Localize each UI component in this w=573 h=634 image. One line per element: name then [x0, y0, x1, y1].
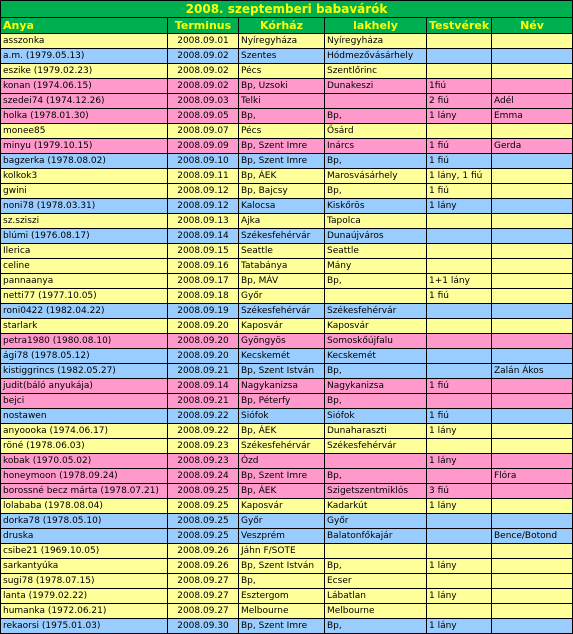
cell-anya: kistiggrincs (1982.05.27) — [1, 364, 168, 379]
header-nev: Név — [492, 18, 573, 34]
cell-terminus: 2008.09.05 — [168, 109, 239, 124]
cell-terminus: 2008.09.15 — [168, 244, 239, 259]
cell-testverek: 3 fiú — [427, 484, 492, 499]
cell-terminus: 2008.09.09 — [168, 139, 239, 154]
table-row — [1, 274, 573, 289]
table-row — [1, 589, 573, 604]
cell-nev — [492, 229, 573, 244]
cell-anya: petra1980 (1980.08.10) — [1, 334, 168, 349]
cell-nev — [492, 454, 573, 469]
table-row — [1, 304, 573, 319]
cell-testverek — [427, 244, 492, 259]
cell-terminus: 2008.09.22 — [168, 424, 239, 439]
sheet-title: 2008. szeptemberi babavárók — [1, 1, 573, 18]
cell-anya: celine — [1, 259, 168, 274]
cell-testverek — [427, 469, 492, 484]
cell-anya: bejci — [1, 394, 168, 409]
cell-nev — [492, 484, 573, 499]
cell-anya: rekaorsi (1975.01.03) — [1, 619, 168, 634]
cell-korhaz: Bp, MÁV — [239, 274, 325, 289]
table-row — [1, 469, 573, 484]
cell-lakhely: Kadarkút — [325, 499, 427, 514]
cell-terminus: 2008.09.02 — [168, 64, 239, 79]
table-row — [1, 574, 573, 589]
cell-korhaz: Kecskemét — [239, 349, 325, 364]
table-row — [1, 364, 573, 379]
cell-korhaz: Ózd — [239, 454, 325, 469]
cell-terminus: 2008.09.25 — [168, 529, 239, 544]
cell-terminus: 2008.09.16 — [168, 259, 239, 274]
cell-lakhely: Bp, — [325, 184, 427, 199]
cell-nev: Emma — [492, 109, 573, 124]
cell-nev — [492, 214, 573, 229]
cell-testverek: 1 lány, 1 fiú — [427, 169, 492, 184]
cell-testverek: 1 lány — [427, 424, 492, 439]
cell-nev — [492, 424, 573, 439]
cell-terminus: 2008.09.03 — [168, 94, 239, 109]
cell-testverek: 1 lány — [427, 454, 492, 469]
header-testverek: Testvérek — [427, 18, 492, 34]
cell-lakhely: Bp, — [325, 394, 427, 409]
table-row — [1, 139, 573, 154]
table-row — [1, 289, 573, 304]
cell-lakhely: Dunaharaszti — [325, 424, 427, 439]
cell-terminus: 2008.09.07 — [168, 124, 239, 139]
table-row — [1, 184, 573, 199]
cell-lakhely — [325, 544, 427, 559]
cell-lakhely — [325, 94, 427, 109]
cell-anya: humanka (1972.06.21) — [1, 604, 168, 619]
cell-lakhely — [325, 454, 427, 469]
header-korhaz: Kórház — [239, 18, 325, 34]
cell-korhaz: Székesfehérvár — [239, 439, 325, 454]
cell-testverek — [427, 349, 492, 364]
cell-lakhely — [325, 289, 427, 304]
cell-terminus: 2008.09.11 — [168, 169, 239, 184]
cell-korhaz: Bp, Péterfy — [239, 394, 325, 409]
cell-lakhely: Kiskőrös — [325, 199, 427, 214]
cell-korhaz: Seattle — [239, 244, 325, 259]
cell-anya: blúmi (1976.08.17) — [1, 229, 168, 244]
cell-testverek: 1fiú — [427, 79, 492, 94]
cell-anya: honeymoon (1978.09.24) — [1, 469, 168, 484]
cell-korhaz: Bp, ÁEK — [239, 484, 325, 499]
cell-lakhely: Székesfehérvár — [325, 304, 427, 319]
cell-anya: anyoooka (1974.06.17) — [1, 424, 168, 439]
cell-anya: lolababa (1978.08.04) — [1, 499, 168, 514]
table-row — [1, 259, 573, 274]
cell-anya: lanta (1979.02.22) — [1, 589, 168, 604]
cell-korhaz: Bp, Szent István — [239, 559, 325, 574]
cell-korhaz: Veszprém — [239, 529, 325, 544]
cell-terminus: 2008.09.20 — [168, 319, 239, 334]
cell-terminus: 2008.09.23 — [168, 439, 239, 454]
cell-testverek — [427, 229, 492, 244]
table-row — [1, 544, 573, 559]
cell-anya: starlark — [1, 319, 168, 334]
cell-korhaz: Nagykanizsa — [239, 379, 325, 394]
cell-nev — [492, 64, 573, 79]
cell-nev — [492, 349, 573, 364]
cell-nev — [492, 589, 573, 604]
cell-korhaz: Székesfehérvár — [239, 229, 325, 244]
cell-terminus: 2008.09.26 — [168, 544, 239, 559]
cell-testverek: 1 fiú — [427, 379, 492, 394]
cell-nev — [492, 199, 573, 214]
cell-korhaz: Esztergom — [239, 589, 325, 604]
cell-korhaz: Siófok — [239, 409, 325, 424]
cell-nev — [492, 259, 573, 274]
table-row — [1, 409, 573, 424]
table-row — [1, 379, 573, 394]
header-anya: Anya — [1, 18, 168, 34]
cell-korhaz: Bp, Szent István — [239, 364, 325, 379]
cell-testverek: 1 fiú — [427, 154, 492, 169]
cell-nev — [492, 439, 573, 454]
table-row — [1, 439, 573, 454]
cell-lakhely: Dunakeszi — [325, 79, 427, 94]
cell-terminus: 2008.09.12 — [168, 184, 239, 199]
cell-testverek: 1 lány — [427, 199, 492, 214]
cell-nev — [492, 304, 573, 319]
table-row — [1, 109, 573, 124]
cell-testverek — [427, 124, 492, 139]
cell-terminus: 2008.09.30 — [168, 619, 239, 634]
table-row — [1, 124, 573, 139]
cell-korhaz: Győr — [239, 514, 325, 529]
cell-terminus: 2008.09.24 — [168, 469, 239, 484]
cell-terminus: 2008.09.22 — [168, 409, 239, 424]
cell-lakhely: Szentlőrinc — [325, 64, 427, 79]
table-row — [1, 559, 573, 574]
cell-anya: asszonka — [1, 34, 168, 49]
cell-korhaz: Telki — [239, 94, 325, 109]
table-row — [1, 229, 573, 244]
cell-nev — [492, 289, 573, 304]
cell-korhaz: Bp, ÁEK — [239, 424, 325, 439]
cell-terminus: 2008.09.20 — [168, 334, 239, 349]
cell-anya: dorka78 (1978.05.10) — [1, 514, 168, 529]
cell-anya: sugi78 (1978.07.15) — [1, 574, 168, 589]
cell-nev — [492, 124, 573, 139]
cell-terminus: 2008.09.12 — [168, 199, 239, 214]
cell-terminus: 2008.09.02 — [168, 49, 239, 64]
table-row — [1, 79, 573, 94]
cell-terminus: 2008.09.27 — [168, 589, 239, 604]
cell-terminus: 2008.09.14 — [168, 379, 239, 394]
cell-korhaz: Bp, ÁEK — [239, 169, 325, 184]
cell-anya: pannaanya — [1, 274, 168, 289]
cell-testverek: 1+1 lány — [427, 274, 492, 289]
cell-nev — [492, 574, 573, 589]
cell-lakhely: Bp, — [325, 469, 427, 484]
cell-korhaz: Gyöngyös — [239, 334, 325, 349]
cell-terminus: 2008.09.21 — [168, 364, 239, 379]
cell-terminus: 2008.09.25 — [168, 484, 239, 499]
table-row — [1, 604, 573, 619]
cell-korhaz: Székesfehérvár — [239, 304, 325, 319]
cell-nev — [492, 394, 573, 409]
cell-lakhely: Kecskemét — [325, 349, 427, 364]
cell-anya: csibe21 (1969.10.05) — [1, 544, 168, 559]
cell-testverek — [427, 319, 492, 334]
cell-testverek — [427, 334, 492, 349]
cell-testverek — [427, 364, 492, 379]
table-row — [1, 199, 573, 214]
cell-lakhely: Bp, — [325, 154, 427, 169]
cell-nev — [492, 184, 573, 199]
table-row — [1, 454, 573, 469]
cell-testverek — [427, 439, 492, 454]
cell-nev — [492, 154, 573, 169]
table-row — [1, 499, 573, 514]
cell-nev: Adél — [492, 94, 573, 109]
table-row — [1, 244, 573, 259]
cell-anya: röné (1978.06.03) — [1, 439, 168, 454]
cell-terminus: 2008.09.18 — [168, 289, 239, 304]
cell-testverek — [427, 34, 492, 49]
cell-nev — [492, 544, 573, 559]
cell-terminus: 2008.09.20 — [168, 349, 239, 364]
cell-anya: sarkantyúka — [1, 559, 168, 574]
cell-testverek — [427, 64, 492, 79]
cell-anya: borossné becz márta (1978.07.21) — [1, 484, 168, 499]
cell-anya: konan (1974.06.15) — [1, 79, 168, 94]
table-row — [1, 64, 573, 79]
cell-anya: sz.sziszi — [1, 214, 168, 229]
header-terminus: Terminus — [168, 18, 239, 34]
cell-nev: Bence/Botond — [492, 529, 573, 544]
cell-testverek: 1 lány — [427, 619, 492, 634]
cell-nev — [492, 559, 573, 574]
table-row — [1, 319, 573, 334]
cell-lakhely: Bp, — [325, 559, 427, 574]
cell-nev — [492, 334, 573, 349]
cell-terminus: 2008.09.23 — [168, 454, 239, 469]
cell-anya: roni0422 (1982.04.22) — [1, 304, 168, 319]
cell-lakhely: Ősárd — [325, 124, 427, 139]
cell-terminus: 2008.09.17 — [168, 274, 239, 289]
cell-korhaz: Jáhn F/SOTE — [239, 544, 325, 559]
cell-korhaz: Szentes — [239, 49, 325, 64]
cell-terminus: 2008.09.26 — [168, 559, 239, 574]
cell-anya: monee85 — [1, 124, 168, 139]
cell-nev: Flóra — [492, 469, 573, 484]
cell-korhaz: Bp, Szent Imre — [239, 619, 325, 634]
cell-lakhely: Balatonfőkajár — [325, 529, 427, 544]
cell-lakhely: Bp, — [325, 619, 427, 634]
cell-nev — [492, 409, 573, 424]
cell-nev — [492, 604, 573, 619]
cell-korhaz: Bp, Uzsoki — [239, 79, 325, 94]
cell-anya: a.m. (1979.05.13) — [1, 49, 168, 64]
cell-anya: netti77 (1977.10.05) — [1, 289, 168, 304]
cell-lakhely: Somoskőújfalu — [325, 334, 427, 349]
cell-testverek — [427, 574, 492, 589]
cell-korhaz: Nyíregyháza — [239, 34, 325, 49]
cell-korhaz: Kalocsa — [239, 199, 325, 214]
cell-korhaz: Kaposvár — [239, 499, 325, 514]
cell-anya: szedei74 (1974.12.26) — [1, 94, 168, 109]
cell-lakhely: Nagykanizsa — [325, 379, 427, 394]
cell-terminus: 2008.09.25 — [168, 499, 239, 514]
cell-lakhely: Dunaújváros — [325, 229, 427, 244]
cell-korhaz: Melbourne — [239, 604, 325, 619]
cell-nev: Zalán Ákos — [492, 364, 573, 379]
cell-korhaz: Bp, — [239, 574, 325, 589]
table-row — [1, 619, 573, 634]
table-row — [1, 394, 573, 409]
cell-nev — [492, 169, 573, 184]
cell-anya: holka (1978.01.30) — [1, 109, 168, 124]
cell-nev — [492, 499, 573, 514]
cell-korhaz: Bp, — [239, 109, 325, 124]
cell-terminus: 2008.09.01 — [168, 34, 239, 49]
cell-testverek: 1 lány — [427, 589, 492, 604]
cell-testverek — [427, 49, 492, 64]
cell-lakhely: Bp, — [325, 364, 427, 379]
table-row — [1, 94, 573, 109]
cell-testverek — [427, 304, 492, 319]
table-row — [1, 34, 573, 49]
cell-lakhely: Seattle — [325, 244, 427, 259]
cell-testverek — [427, 214, 492, 229]
cell-anya: bagzerka (1978.08.02) — [1, 154, 168, 169]
cell-korhaz: Győr — [239, 289, 325, 304]
cell-terminus: 2008.09.19 — [168, 304, 239, 319]
cell-nev — [492, 79, 573, 94]
cell-korhaz: Ajka — [239, 214, 325, 229]
cell-korhaz: Bp, Szent Imre — [239, 154, 325, 169]
title-row — [1, 1, 573, 18]
table-row — [1, 154, 573, 169]
cell-lakhely: Melbourne — [325, 604, 427, 619]
cell-testverek: 1 fiú — [427, 184, 492, 199]
cell-lakhely: Inárcs — [325, 139, 427, 154]
cell-lakhely: Bp, — [325, 109, 427, 124]
table-row — [1, 49, 573, 64]
cell-testverek: 1 lány — [427, 559, 492, 574]
cell-korhaz: Kaposvár — [239, 319, 325, 334]
cell-terminus: 2008.09.14 — [168, 229, 239, 244]
cell-lakhely: Győr — [325, 514, 427, 529]
cell-anya: druska — [1, 529, 168, 544]
cell-terminus: 2008.09.25 — [168, 514, 239, 529]
cell-nev — [492, 244, 573, 259]
cell-testverek: 1 fiú — [427, 409, 492, 424]
cell-lakhely: Marosvásárhely — [325, 169, 427, 184]
cell-korhaz: Bp, Szent Imre — [239, 139, 325, 154]
cell-testverek: 1 lány — [427, 109, 492, 124]
cell-terminus: 2008.09.02 — [168, 79, 239, 94]
cell-anya: minyu (1979.10.15) — [1, 139, 168, 154]
cell-lakhely: Lábatlan — [325, 589, 427, 604]
cell-testverek — [427, 394, 492, 409]
cell-lakhely: Siófok — [325, 409, 427, 424]
cell-testverek — [427, 544, 492, 559]
cell-lakhely: Kaposvár — [325, 319, 427, 334]
cell-lakhely: Székesfehérvár — [325, 439, 427, 454]
cell-lakhely: Tapolca — [325, 214, 427, 229]
cell-nev — [492, 274, 573, 289]
cell-lakhely: Szigetszentmiklós — [325, 484, 427, 499]
cell-testverek: 2 fiú — [427, 94, 492, 109]
table-row — [1, 529, 573, 544]
cell-lakhely: Ecser — [325, 574, 427, 589]
cell-nev — [492, 319, 573, 334]
cell-nev — [492, 34, 573, 49]
cell-nev — [492, 619, 573, 634]
table-row — [1, 349, 573, 364]
cell-testverek — [427, 529, 492, 544]
cell-anya: gwini — [1, 184, 168, 199]
table-row — [1, 514, 573, 529]
cell-testverek: 1 fiú — [427, 289, 492, 304]
cell-anya: ági78 (1978.05.12) — [1, 349, 168, 364]
cell-korhaz: Bp, Szent Imre — [239, 469, 325, 484]
header-row — [1, 18, 573, 34]
cell-testverek — [427, 514, 492, 529]
table-row — [1, 424, 573, 439]
cell-nev — [492, 379, 573, 394]
cell-lakhely: Bp, — [325, 274, 427, 289]
cell-anya: noni78 (1978.03.31) — [1, 199, 168, 214]
table-row — [1, 169, 573, 184]
cell-nev — [492, 49, 573, 64]
cell-anya: Ilerica — [1, 244, 168, 259]
cell-korhaz: Pécs — [239, 124, 325, 139]
cell-terminus: 2008.09.27 — [168, 604, 239, 619]
cell-terminus: 2008.09.13 — [168, 214, 239, 229]
cell-terminus: 2008.09.27 — [168, 574, 239, 589]
cell-nev — [492, 514, 573, 529]
table-row — [1, 484, 573, 499]
cell-lakhely: Hódmezővásárhely — [325, 49, 427, 64]
cell-lakhely: Nyíregyháza — [325, 34, 427, 49]
cell-korhaz: Bp, Bajcsy — [239, 184, 325, 199]
cell-anya: kolkok3 — [1, 169, 168, 184]
cell-korhaz: Pécs — [239, 64, 325, 79]
cell-terminus: 2008.09.10 — [168, 154, 239, 169]
cell-testverek: 1 lány — [427, 499, 492, 514]
cell-anya: nostawen — [1, 409, 168, 424]
cell-testverek — [427, 604, 492, 619]
cell-terminus: 2008.09.21 — [168, 394, 239, 409]
header-lakhely: lakhely — [325, 18, 427, 34]
table-row — [1, 334, 573, 349]
cell-anya: judit(báló anyukája) — [1, 379, 168, 394]
cell-korhaz: Tatabánya — [239, 259, 325, 274]
cell-lakhely: Mány — [325, 259, 427, 274]
cell-testverek — [427, 259, 492, 274]
cell-testverek: 1 fiú — [427, 139, 492, 154]
cell-anya: kobak (1970.05.02) — [1, 454, 168, 469]
cell-anya: eszike (1979.02.23) — [1, 64, 168, 79]
table-row — [1, 214, 573, 229]
cell-nev: Gerda — [492, 139, 573, 154]
